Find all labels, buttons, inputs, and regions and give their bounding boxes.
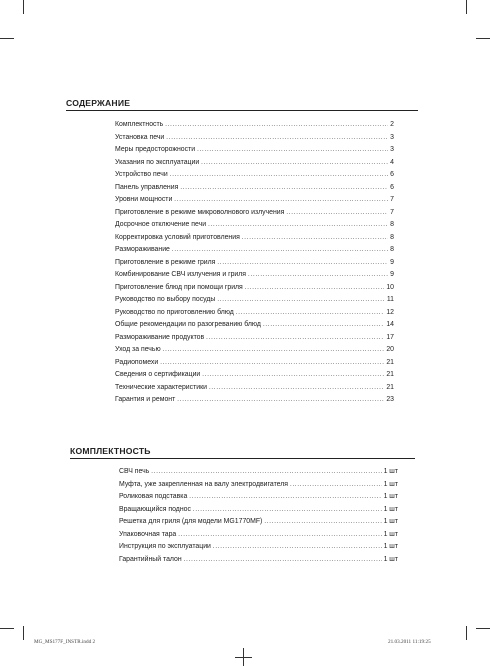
- toc-item-label: Радиопомехи: [115, 358, 159, 366]
- toc-item[interactable]: [115, 271, 394, 284]
- toc-item-page: 9: [390, 271, 394, 278]
- dot-leader: [208, 222, 388, 228]
- toc-item-page: 14: [386, 321, 394, 328]
- toc-item-label: Уровни мощности: [115, 196, 173, 203]
- toc-item-page: 11: [386, 296, 394, 303]
- toc-item-page: 4: [390, 158, 394, 166]
- dot-leader: [177, 397, 384, 403]
- toc-item[interactable]: [115, 209, 394, 222]
- toc-item-page: 3: [390, 133, 394, 141]
- dot-leader: [151, 469, 381, 475]
- toc-item-page: 2: [390, 121, 394, 128]
- dot-leader: [213, 544, 382, 550]
- toc-item-label: Технические характеристики: [115, 383, 207, 391]
- toc-item-page: 6: [390, 171, 394, 178]
- toc-item[interactable]: [115, 196, 394, 209]
- toc-heading: СОДЕРЖАНИЕ: [66, 98, 131, 108]
- toc-item[interactable]: [115, 284, 394, 297]
- contents-item-label: Упаковочная тара: [119, 530, 177, 538]
- toc-item-page: 8: [390, 221, 394, 228]
- toc-item-page: 23: [386, 396, 394, 403]
- contents-item: [119, 556, 398, 569]
- dot-leader: [178, 532, 381, 538]
- crop-mark: [466, 0, 467, 14]
- dot-leader: [248, 272, 388, 278]
- dot-leader: [263, 322, 384, 328]
- toc-item-label: Гарантия и ремонт: [115, 396, 176, 403]
- contents-item-label: СВЧ печь: [119, 468, 150, 475]
- toc-item[interactable]: [115, 396, 394, 409]
- dot-leader: [160, 360, 384, 366]
- toc-item[interactable]: [115, 371, 394, 384]
- toc-item[interactable]: [115, 159, 394, 172]
- contents-heading-rule: [70, 458, 415, 459]
- dot-leader: [174, 197, 388, 203]
- toc-item-label: Общие рекомендации по разогреванию блюд: [115, 321, 261, 328]
- toc-item-label: Приготовление в режиме гриля: [115, 258, 216, 266]
- contents-item: [119, 493, 398, 506]
- contents-item-label: Гарантийный талон: [119, 555, 182, 563]
- crop-mark: [476, 38, 490, 39]
- toc-item[interactable]: [115, 221, 394, 234]
- dot-leader: [264, 519, 381, 525]
- dot-leader: [180, 185, 388, 191]
- toc-item[interactable]: [115, 146, 394, 159]
- toc-item-label: Установка печи: [115, 133, 165, 141]
- dot-leader: [163, 347, 385, 353]
- toc-item-label: Руководство по приготовлению блюд: [115, 308, 234, 316]
- toc-item[interactable]: [115, 134, 394, 147]
- slug-filename: MG_MS177F_INSTR.indd 2: [34, 639, 96, 645]
- toc-item-page: 21: [386, 371, 394, 378]
- contents-item-label: Роликовая подставка: [119, 493, 188, 500]
- dot-leader: [165, 122, 388, 128]
- contents-item-qty: 1 шт: [383, 518, 398, 525]
- toc-item[interactable]: [115, 184, 394, 197]
- dot-leader: [209, 385, 384, 391]
- toc-item-label: Размораживание продуктов: [115, 333, 205, 341]
- toc-item[interactable]: [115, 321, 394, 334]
- contents-item-label: Решетка для гриля (для модели MG1770MF): [119, 518, 263, 525]
- contents-item-label: Муфта, уже закрепленная на валу электродвигателя: [119, 480, 288, 488]
- contents-item: [119, 531, 398, 544]
- dot-leader: [172, 247, 388, 253]
- contents-item: [119, 468, 398, 481]
- dot-leader: [170, 172, 388, 178]
- contents-heading: КОМПЛЕКТНОСТЬ: [70, 446, 151, 456]
- toc-item-label: Указания по эксплуатации: [115, 158, 200, 166]
- toc-item-label: Комплектность: [115, 121, 164, 128]
- contents-item-qty: 1 шт: [383, 468, 398, 475]
- contents-item-qty: 1 шт: [383, 555, 398, 563]
- contents-item-qty: 1 шт: [383, 480, 398, 488]
- toc-item-label: Меры предосторожности: [115, 146, 196, 153]
- toc-item-label: Устройство печи: [115, 171, 168, 178]
- toc-item[interactable]: [115, 296, 394, 309]
- crop-mark: [0, 628, 14, 629]
- toc-item-label: Комбинирование СВЧ излучения и гриля: [115, 271, 247, 278]
- contents-list: [119, 468, 398, 568]
- toc-item[interactable]: [115, 384, 394, 397]
- contents-item: [119, 481, 398, 494]
- contents-item-label: Вращающийся поднос: [119, 505, 191, 513]
- toc-item-page: 8: [390, 246, 394, 253]
- contents-item-qty: 1 шт: [383, 530, 398, 538]
- toc-item-label: Досрочное отключение печи: [115, 221, 207, 228]
- dot-leader: [166, 135, 388, 141]
- toc-item[interactable]: [115, 359, 394, 372]
- toc-item-page: 12: [386, 308, 394, 316]
- toc-item-page: 20: [386, 346, 394, 353]
- toc-list: [115, 121, 394, 409]
- toc-item-page: 7: [390, 208, 394, 216]
- dot-leader: [217, 260, 388, 266]
- toc-item-page: 7: [390, 196, 394, 203]
- toc-item[interactable]: [115, 121, 394, 134]
- crop-mark: [23, 0, 24, 14]
- contents-item-qty: 1 шт: [383, 505, 398, 513]
- crop-mark: [0, 38, 14, 39]
- dot-leader: [189, 494, 381, 500]
- toc-item[interactable]: [115, 309, 394, 322]
- crop-mark: [235, 657, 252, 658]
- dot-leader: [206, 335, 384, 341]
- toc-item-label: Руководство по выбору посуды: [115, 296, 216, 303]
- toc-item-page: 10: [386, 283, 394, 291]
- dot-leader: [184, 557, 382, 563]
- toc-item-page: 9: [390, 258, 394, 266]
- contents-item: [119, 506, 398, 519]
- toc-item-label: Панель управления: [115, 183, 179, 191]
- dot-leader: [217, 297, 384, 303]
- crop-mark: [476, 628, 490, 629]
- toc-item[interactable]: [115, 346, 394, 359]
- toc-item-label: Приготовление в режиме микроволнового излучения: [115, 208, 285, 216]
- slug-timestamp: 21.03.2011 11:19:25: [388, 639, 431, 645]
- dot-leader: [290, 482, 382, 488]
- toc-item-page: 6: [390, 183, 394, 191]
- toc-item[interactable]: [115, 246, 394, 259]
- toc-item-page: 21: [386, 383, 394, 391]
- crop-mark: [466, 626, 467, 640]
- toc-item[interactable]: [115, 334, 394, 347]
- toc-item-page: 3: [390, 146, 394, 153]
- dot-leader: [286, 210, 388, 216]
- dot-leader: [193, 507, 382, 513]
- dot-leader: [236, 310, 385, 316]
- toc-item[interactable]: [115, 259, 394, 272]
- contents-item: [119, 518, 398, 531]
- dot-leader: [242, 235, 388, 241]
- dot-leader: [197, 147, 388, 153]
- toc-item-page: 17: [386, 333, 394, 341]
- dot-leader: [201, 160, 388, 166]
- toc-item-label: Сведения о сертификации: [115, 371, 201, 378]
- dot-leader: [245, 285, 385, 291]
- toc-heading-rule: [66, 110, 418, 111]
- toc-item-label: Корректировка условий приготовления: [115, 233, 240, 241]
- toc-item-label: Размораживание: [115, 246, 170, 253]
- toc-item-label: Приготовление блюд при помощи гриля: [115, 283, 243, 291]
- toc-item[interactable]: [115, 171, 394, 184]
- contents-item-qty: 1 шт: [383, 493, 398, 500]
- contents-item-label: Инструкция по эксплуатации: [119, 543, 211, 550]
- contents-item-qty: 1 шт: [383, 543, 398, 550]
- toc-item-label: Уход за печью: [115, 346, 161, 353]
- toc-item-page: 8: [390, 233, 394, 241]
- toc-item[interactable]: [115, 234, 394, 247]
- crop-mark: [23, 626, 24, 640]
- dot-leader: [202, 372, 384, 378]
- toc-item-page: 21: [386, 358, 394, 366]
- contents-item: [119, 543, 398, 556]
